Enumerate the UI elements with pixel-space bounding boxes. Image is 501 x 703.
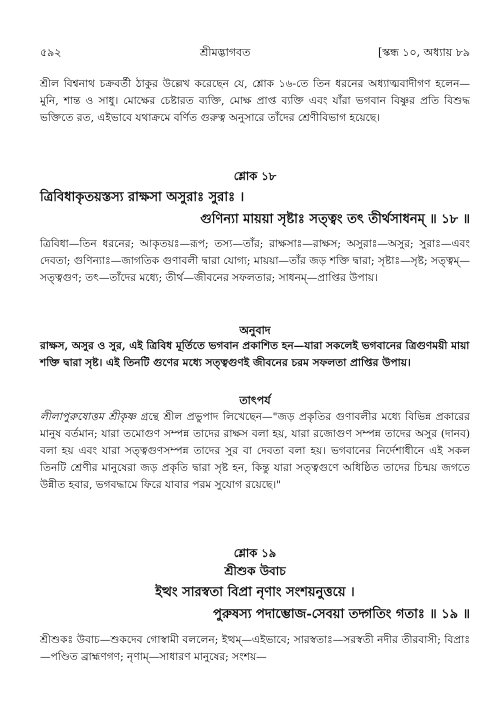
- intro-paragraph: শ্রীল বিশ্বনাথ চক্রবর্তী ঠাকুর উল্লেখ করেছেন যে, শ্লোক ১৬-তে তিন ধরনের অধ্যাত্মবাদীগণ হলেন—মুনি, শান্ত ও সাধু। মোক্ষের চেষ্টারত ব্যক্তি, মোক্ষ প্রাপ্ত ব্যক্তি এবং যাঁরা ভগবান বিষ্ণুর প্রতি বিশুদ্ধ ভক্তিতে রত, এইভাবে যথাক্রমে বর্ণিত গুরুত্ব অনুসারে তাঁদের শ্রেণীবিভাগ হয়েছে।: [40, 78, 470, 124]
- verse-18-synonyms: ত্রিবিধা—তিন ধরনের; আকৃতয়ঃ—রূপ; তস্য—তাঁর; রাক্ষসাঃ—রাক্ষস; অসুরাঃ—অসুর; সুরাঃ—এবং দেবতা; গুণিন্যাঃ—জাগতিক গুণাবলী দ্বারা যোগ্য; মায়য়া—তাঁর জড় শক্তি দ্বারা; সৃষ্টাঃ—সৃষ্ট; সত্ত্বম্—সত্ত্বগুণ; তৎ—তাঁদের মধ্যে; তীর্থ—জীবনের সফলতার; সাধনম্—প্রাপ্তির উপায়।: [40, 238, 470, 284]
- verse-18-purport: [40, 409, 470, 494]
- purport-heading: তাৎপর্য: [239, 394, 271, 407]
- verse-18-heading: শ্লোক ১৮: [233, 169, 277, 183]
- translation-heading: অনুবাদ: [239, 324, 271, 337]
- book-title: শ্রীমদ্ভাগবত: [200, 46, 251, 59]
- verse-18-line-1: ত্রিবিধাকৃতয়স্তস্য রাক্ষসা অসুরাঃ সুরাঃ ।: [40, 190, 245, 205]
- verse-19-synonyms: শ্রীশুকঃ উবাচ—শুকদেব গোস্বামী বললেন; ইত্থম্—এইভাবে; সারস্বতাঃ—সরস্বতী নদীর তীরবাসী; বিপ্রাঃ—পণ্ডিত ব্রাহ্মণগণ; নৃণাম্—সাধারণ মানুষের; সংশয়—: [40, 634, 470, 663]
- purport-book-title: লীলাপুরুষোত্তম শ্রীকৃষ্ণ: [40, 411, 136, 423]
- verse-19-line-2: পুরুষস্য পদাম্ভোজ-সেবয়া তদ্গতিং গতাঃ ॥ ১৯ ॥: [213, 607, 470, 622]
- verse-19-line-1: ইত্থং সারস্বতা বিপ্রা নৃণাং সংশয়নুত্তয়ে ।: [155, 585, 355, 600]
- chapter-title: [স্কন্ধ ১০, অধ্যায় ৮৯: [377, 46, 470, 59]
- verse-19-heading: শ্লোক ১৯: [233, 546, 277, 560]
- page-number: ৫৯২: [40, 46, 62, 59]
- verse-19-speaker: শ্রীশুক উবাচ: [224, 564, 286, 578]
- verse-18-translation: রাক্ষস, অসুর ও সুর, এই ত্রিবিধ মূর্তিতে ভগবান প্রকাশিত হন—যারা সকলেই ভগবানের ত্রিগুণময়ী মায়া শক্তি দ্বারা সৃষ্ট। এই তিনটি গুণের মধ্যে সত্ত্বগুণই জীবনের চরম সফলতা প্রাপ্তির উপায়।: [40, 340, 470, 369]
- purport-text: গ্রন্থে শ্রীল প্রভুপাদ লিখেছেন—"জড় প্রকৃতির গুণাবলীর মধ্যে বিভিন্ন প্রকারের মানুষ বর্তমান; যারা তমোগুণ সম্পন্ন তাদের রাক্ষস বলা হয়, যারা রজোগুণ সম্পন্ন তাদের অসুর (দানব) বলা হয় এবং যারা সত্ত্বগুণসম্পন্ন তাদের সুর বা দেবতা বলা হয়। ভগবানের নির্দেশাধীনে এই সকল তিনটি শ্রেণীর মানুষেরা জড় প্রকৃতি দ্বারা সৃষ্ট হন, কিন্তু যারা সত্ত্বগুণে অধিষ্ঠিত তাদের চিন্ময় জগতে উন্নীত হবার, ভগবদ্ধামে ফিরে যাবার পরম সুযোগ রয়েছে।": [40, 411, 470, 491]
- verse-18-line-2: গুণিন্যা মায়য়া সৃষ্টাঃ সত্ত্বং তৎ তীর্থসাধনম্ ॥ ১৮ ॥: [200, 212, 470, 227]
